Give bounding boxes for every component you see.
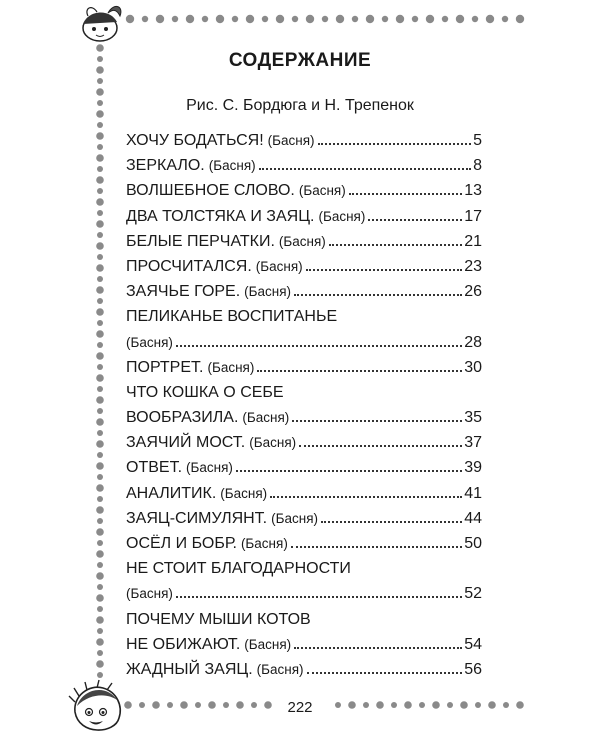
girl-head-icon	[83, 6, 121, 41]
dot-leader	[321, 521, 462, 523]
toc-entry	[126, 459, 482, 484]
top-dot-border	[126, 15, 524, 23]
toc-entry-page: 28	[464, 333, 482, 351]
toc-line	[126, 384, 482, 409]
toc-entry-page: 50	[464, 535, 482, 552]
toc-entry-genre: (Басня)	[256, 661, 304, 677]
toc-entry-genre: (Басня)	[267, 133, 315, 148]
border-dot	[96, 616, 104, 624]
border-dot	[142, 16, 148, 22]
dot-leader	[176, 596, 462, 598]
border-dot	[97, 452, 103, 458]
border-dot	[442, 16, 448, 22]
toc-entry	[126, 510, 482, 535]
toc-entry-page: 37	[464, 434, 482, 452]
border-dot	[97, 584, 103, 590]
border-dot	[96, 242, 104, 250]
toc-entry	[126, 283, 482, 308]
border-dot	[172, 16, 178, 22]
border-dot	[472, 16, 478, 22]
border-dot	[366, 15, 374, 23]
toc-line	[126, 233, 482, 258]
border-dot	[382, 16, 388, 22]
border-dot	[97, 606, 103, 612]
dot-leader	[299, 445, 462, 447]
left-dot-border	[96, 44, 104, 678]
toc-line	[126, 182, 482, 207]
toc-line	[126, 459, 482, 484]
border-dot	[96, 198, 104, 206]
border-dot	[97, 254, 103, 260]
toc-entry-title: НЕ ОБИЖАЮТ.	[126, 635, 241, 653]
border-dot	[97, 210, 103, 216]
toc-entry-title: ЗАЯЦ-СИМУЛЯНТ.	[126, 509, 268, 527]
border-dot	[306, 15, 314, 23]
dot-leader	[236, 470, 462, 472]
toc-entry	[126, 661, 482, 686]
toc-entry-title: ЗЕРКАЛО.	[126, 157, 205, 175]
toc-entry	[126, 535, 482, 560]
toc-entry-genre: (Басня)	[278, 233, 326, 249]
toc-line	[126, 611, 482, 636]
toc-entry-title: АНАЛИТИК.	[126, 484, 217, 502]
toc-entry-genre: (Басня)	[255, 258, 303, 274]
toc-line	[126, 132, 482, 157]
border-dot	[97, 232, 103, 238]
toc-entry-genre: (Басня)	[244, 636, 292, 652]
toc-entry-genre: (Басня)	[186, 460, 233, 476]
toc-line	[126, 560, 482, 585]
toc-entry-title: ОТВЕТ.	[126, 459, 183, 477]
dot-leader	[368, 219, 462, 221]
border-dot	[96, 132, 104, 140]
toc-entry-title: НЕ СТОИТ БЛАГОДАРНОСТИ	[126, 560, 351, 578]
border-dot	[97, 144, 103, 150]
dot-leader	[306, 269, 463, 271]
border-dot	[216, 15, 224, 23]
toc-line	[126, 283, 482, 308]
dot-leader	[294, 647, 462, 649]
toc-entry-title: ЧТО КОШКА О СЕБЕ	[126, 383, 284, 401]
border-dot	[97, 672, 103, 678]
border-dot	[96, 506, 104, 514]
toc-entry	[126, 182, 482, 207]
toc-entry	[126, 308, 482, 358]
toc-entry	[126, 384, 482, 434]
toc-entry	[126, 208, 482, 233]
border-dot	[322, 16, 328, 22]
border-dot	[97, 430, 103, 436]
border-dot	[96, 286, 104, 294]
border-dot	[262, 16, 268, 22]
border-dot	[486, 15, 494, 23]
border-dot	[97, 320, 103, 326]
toc-line	[126, 409, 482, 434]
dot-leader	[176, 345, 462, 347]
border-dot	[97, 298, 103, 304]
border-dot	[97, 650, 103, 656]
toc-entry-title: ОСЁЛ И БОБР.	[126, 535, 237, 552]
dot-leader	[307, 672, 463, 674]
border-dot	[352, 16, 358, 22]
border-dot	[426, 15, 434, 23]
toc-entry-genre: (Басня)	[298, 183, 346, 199]
toc-line	[126, 157, 482, 182]
toc-entry	[126, 233, 482, 258]
toc-entry-genre: (Басня)	[208, 158, 256, 174]
border-dot	[97, 364, 103, 370]
toc-entry-page: 30	[464, 358, 482, 376]
border-dot	[96, 462, 104, 470]
page-number: 222	[287, 699, 313, 716]
border-dot	[97, 122, 103, 128]
border-dot	[96, 374, 104, 382]
toc-entry	[126, 157, 482, 182]
border-dot	[96, 396, 104, 404]
border-dot	[96, 572, 104, 580]
toc-entry-genre: (Басня)	[244, 284, 292, 300]
border-dot	[96, 352, 104, 360]
border-dot	[97, 188, 103, 194]
border-dot	[96, 264, 104, 272]
border-dot	[97, 496, 103, 502]
toc-entry-genre: (Басня)	[126, 334, 173, 350]
border-dot	[96, 660, 104, 668]
border-dot	[96, 484, 104, 492]
border-dot	[97, 540, 103, 546]
toc-line	[126, 434, 482, 459]
toc-entry-genre: (Басня)	[318, 208, 366, 224]
toc-entry-page: 39	[464, 459, 482, 477]
border-dot	[97, 386, 103, 392]
illustrators-credit: Рис. С. Бордюга и Н. Трепенок	[186, 97, 414, 114]
border-dot	[276, 15, 284, 23]
toc-entry-page: 26	[464, 283, 482, 301]
toc-entry-page: 8	[473, 157, 482, 175]
toc-entry-title: ВООБРАЗИЛА.	[126, 409, 239, 427]
border-dot	[96, 220, 104, 228]
toc-entry	[126, 359, 482, 384]
toc-entry-title: ЗАЯЧИЙ МОСТ.	[126, 434, 246, 452]
page-title: СОДЕРЖАНИЕ	[228, 50, 372, 71]
toc-line	[126, 535, 482, 560]
border-dot	[202, 16, 208, 22]
border-dot	[516, 15, 524, 23]
toc-entry-page: 17	[464, 207, 482, 225]
dot-leader	[259, 168, 471, 170]
toc-entry-page: 23	[464, 257, 482, 275]
toc-line	[126, 334, 482, 359]
toc-entry	[126, 258, 482, 283]
toc-entry-title: ВОЛШЕБНОЕ СЛОВО.	[126, 182, 295, 200]
toc-entry-genre: (Басня)	[240, 536, 288, 551]
border-dot	[186, 15, 194, 23]
toc-entry-page: 21	[464, 232, 482, 250]
border-dot	[96, 528, 104, 536]
toc-entry-title: БЕЛЫЕ ПЕРЧАТКИ.	[126, 232, 275, 250]
toc-entry-genre: (Басня)	[126, 586, 173, 602]
toc-entry-title: ПЕЛИКАНЬЕ ВОСПИТАНЬЕ	[126, 308, 338, 326]
toc-entry-page: 44	[464, 509, 482, 527]
border-dot	[96, 638, 104, 646]
dot-leader	[257, 370, 462, 372]
border-dot	[396, 15, 404, 23]
border-dot	[292, 16, 298, 22]
border-dot	[232, 16, 238, 22]
border-dot	[336, 15, 344, 23]
toc-entry	[126, 132, 482, 157]
border-dot	[96, 308, 104, 316]
toc-entry-page: 5	[473, 132, 482, 149]
toc-entry-page: 13	[464, 182, 482, 200]
toc-entry-genre: (Басня)	[220, 485, 268, 501]
toc-entry-genre: (Басня)	[249, 435, 297, 451]
border-dot	[246, 15, 254, 23]
toc-line	[126, 208, 482, 233]
toc-entry	[126, 434, 482, 459]
border-dot	[97, 628, 103, 634]
toc-entry-title: ПОЧЕМУ МЫШИ КОТОВ	[126, 610, 311, 628]
border-dot	[97, 562, 103, 568]
toc-line	[126, 485, 482, 510]
toc-entry	[126, 485, 482, 510]
border-dot	[96, 418, 104, 426]
toc-entry-genre: (Басня)	[271, 510, 318, 526]
toc-entry-page: 52	[464, 585, 482, 603]
border-dot	[456, 15, 464, 23]
border-dot	[97, 342, 103, 348]
toc-entry-page: 41	[464, 484, 482, 502]
border-dot	[96, 594, 104, 602]
toc-entry-page: 35	[464, 409, 482, 427]
toc-entry-title: ХОЧУ БОДАТЬСЯ!	[126, 132, 264, 149]
toc-entry-page: 54	[464, 635, 482, 653]
border-dot	[97, 474, 103, 480]
border-dot	[156, 15, 164, 23]
border-dot	[96, 176, 104, 184]
border-dot	[96, 440, 104, 448]
border-dot	[97, 166, 103, 172]
border-dot	[97, 408, 103, 414]
dot-leader	[291, 546, 462, 548]
toc-entry	[126, 560, 482, 610]
dot-leader	[349, 193, 462, 195]
toc-entry-title: ЖАДНЫЙ ЗАЯЦ.	[126, 660, 253, 678]
dot-leader	[318, 143, 472, 145]
toc-line	[126, 510, 482, 535]
toc-entry-page: 56	[464, 660, 482, 678]
dot-leader	[329, 244, 462, 246]
border-dot	[97, 78, 103, 84]
dot-leader	[270, 496, 462, 498]
toc-line	[126, 258, 482, 283]
toc-line	[126, 308, 482, 333]
dot-leader	[294, 294, 462, 296]
border-dot	[502, 16, 508, 22]
toc-line	[126, 636, 482, 661]
table-of-contents	[126, 132, 482, 686]
toc-entry-title: ЗАЯЧЬЕ ГОРЕ.	[126, 283, 241, 301]
border-dot	[96, 154, 104, 162]
border-dot	[96, 88, 104, 96]
border-dot	[126, 15, 134, 23]
toc-entry-genre: (Басня)	[207, 359, 255, 375]
toc-line	[126, 661, 482, 686]
border-dot	[96, 330, 104, 338]
toc-entry-title: ДВА ТОЛСТЯКА И ЗАЯЦ.	[126, 207, 315, 225]
border-dot	[412, 16, 418, 22]
border-dot	[97, 276, 103, 282]
border-dot	[96, 550, 104, 558]
toc-line	[126, 359, 482, 384]
toc-entry-title: ПОРТРЕТ.	[126, 358, 204, 376]
toc-entry	[126, 611, 482, 661]
toc-line	[126, 585, 482, 610]
toc-entry-genre: (Басня)	[242, 410, 290, 426]
dot-leader	[292, 420, 462, 422]
toc-entry-title: ПРОСЧИТАЛСЯ.	[126, 257, 252, 275]
border-dot	[97, 518, 103, 524]
